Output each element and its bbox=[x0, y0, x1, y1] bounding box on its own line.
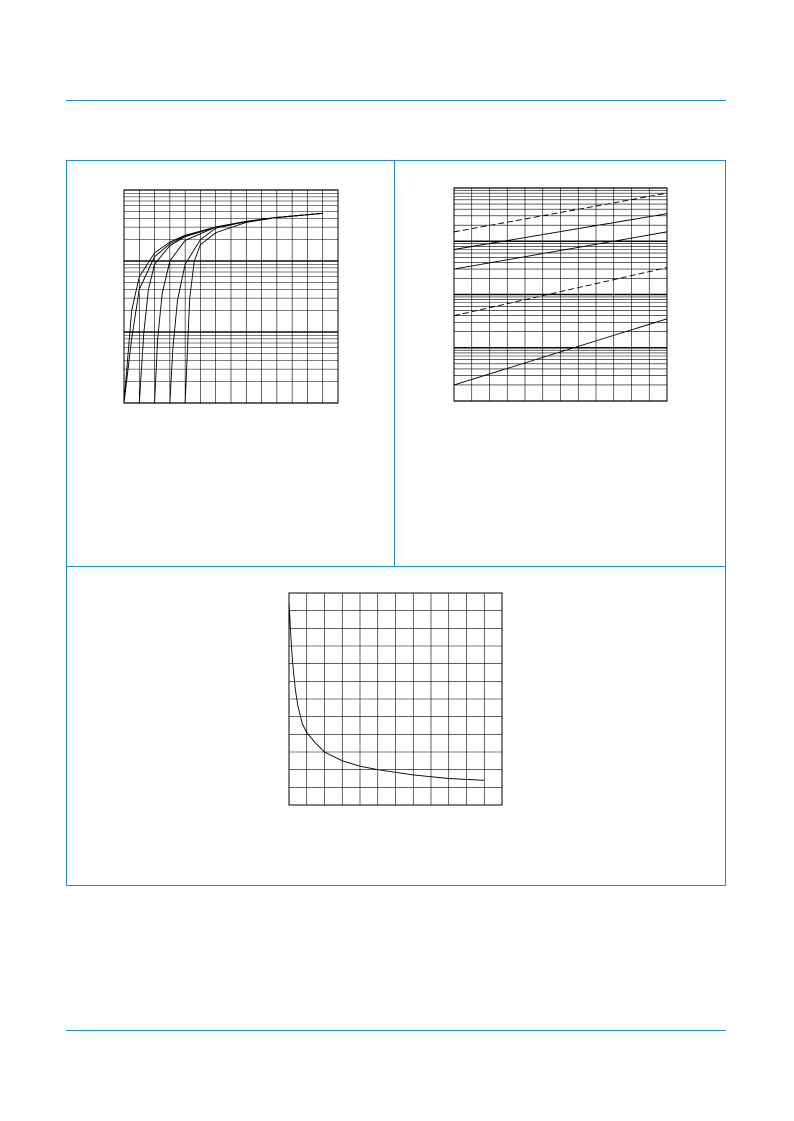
panel-divider-horizontal bbox=[66, 566, 726, 567]
plot-grid bbox=[289, 593, 502, 805]
panel-divider-vertical bbox=[394, 160, 395, 566]
series-line-6 bbox=[185, 213, 323, 403]
header-rule bbox=[66, 100, 726, 101]
series-line-2 bbox=[124, 213, 323, 403]
chart-characteristic-curves bbox=[124, 190, 338, 403]
plot-grid bbox=[454, 188, 667, 401]
chart-decay-curve bbox=[289, 593, 502, 805]
footer-rule bbox=[66, 1030, 726, 1031]
series-line-1 bbox=[124, 213, 323, 403]
series-line-4 bbox=[155, 213, 323, 403]
chart-log-linear-lines bbox=[454, 188, 667, 401]
